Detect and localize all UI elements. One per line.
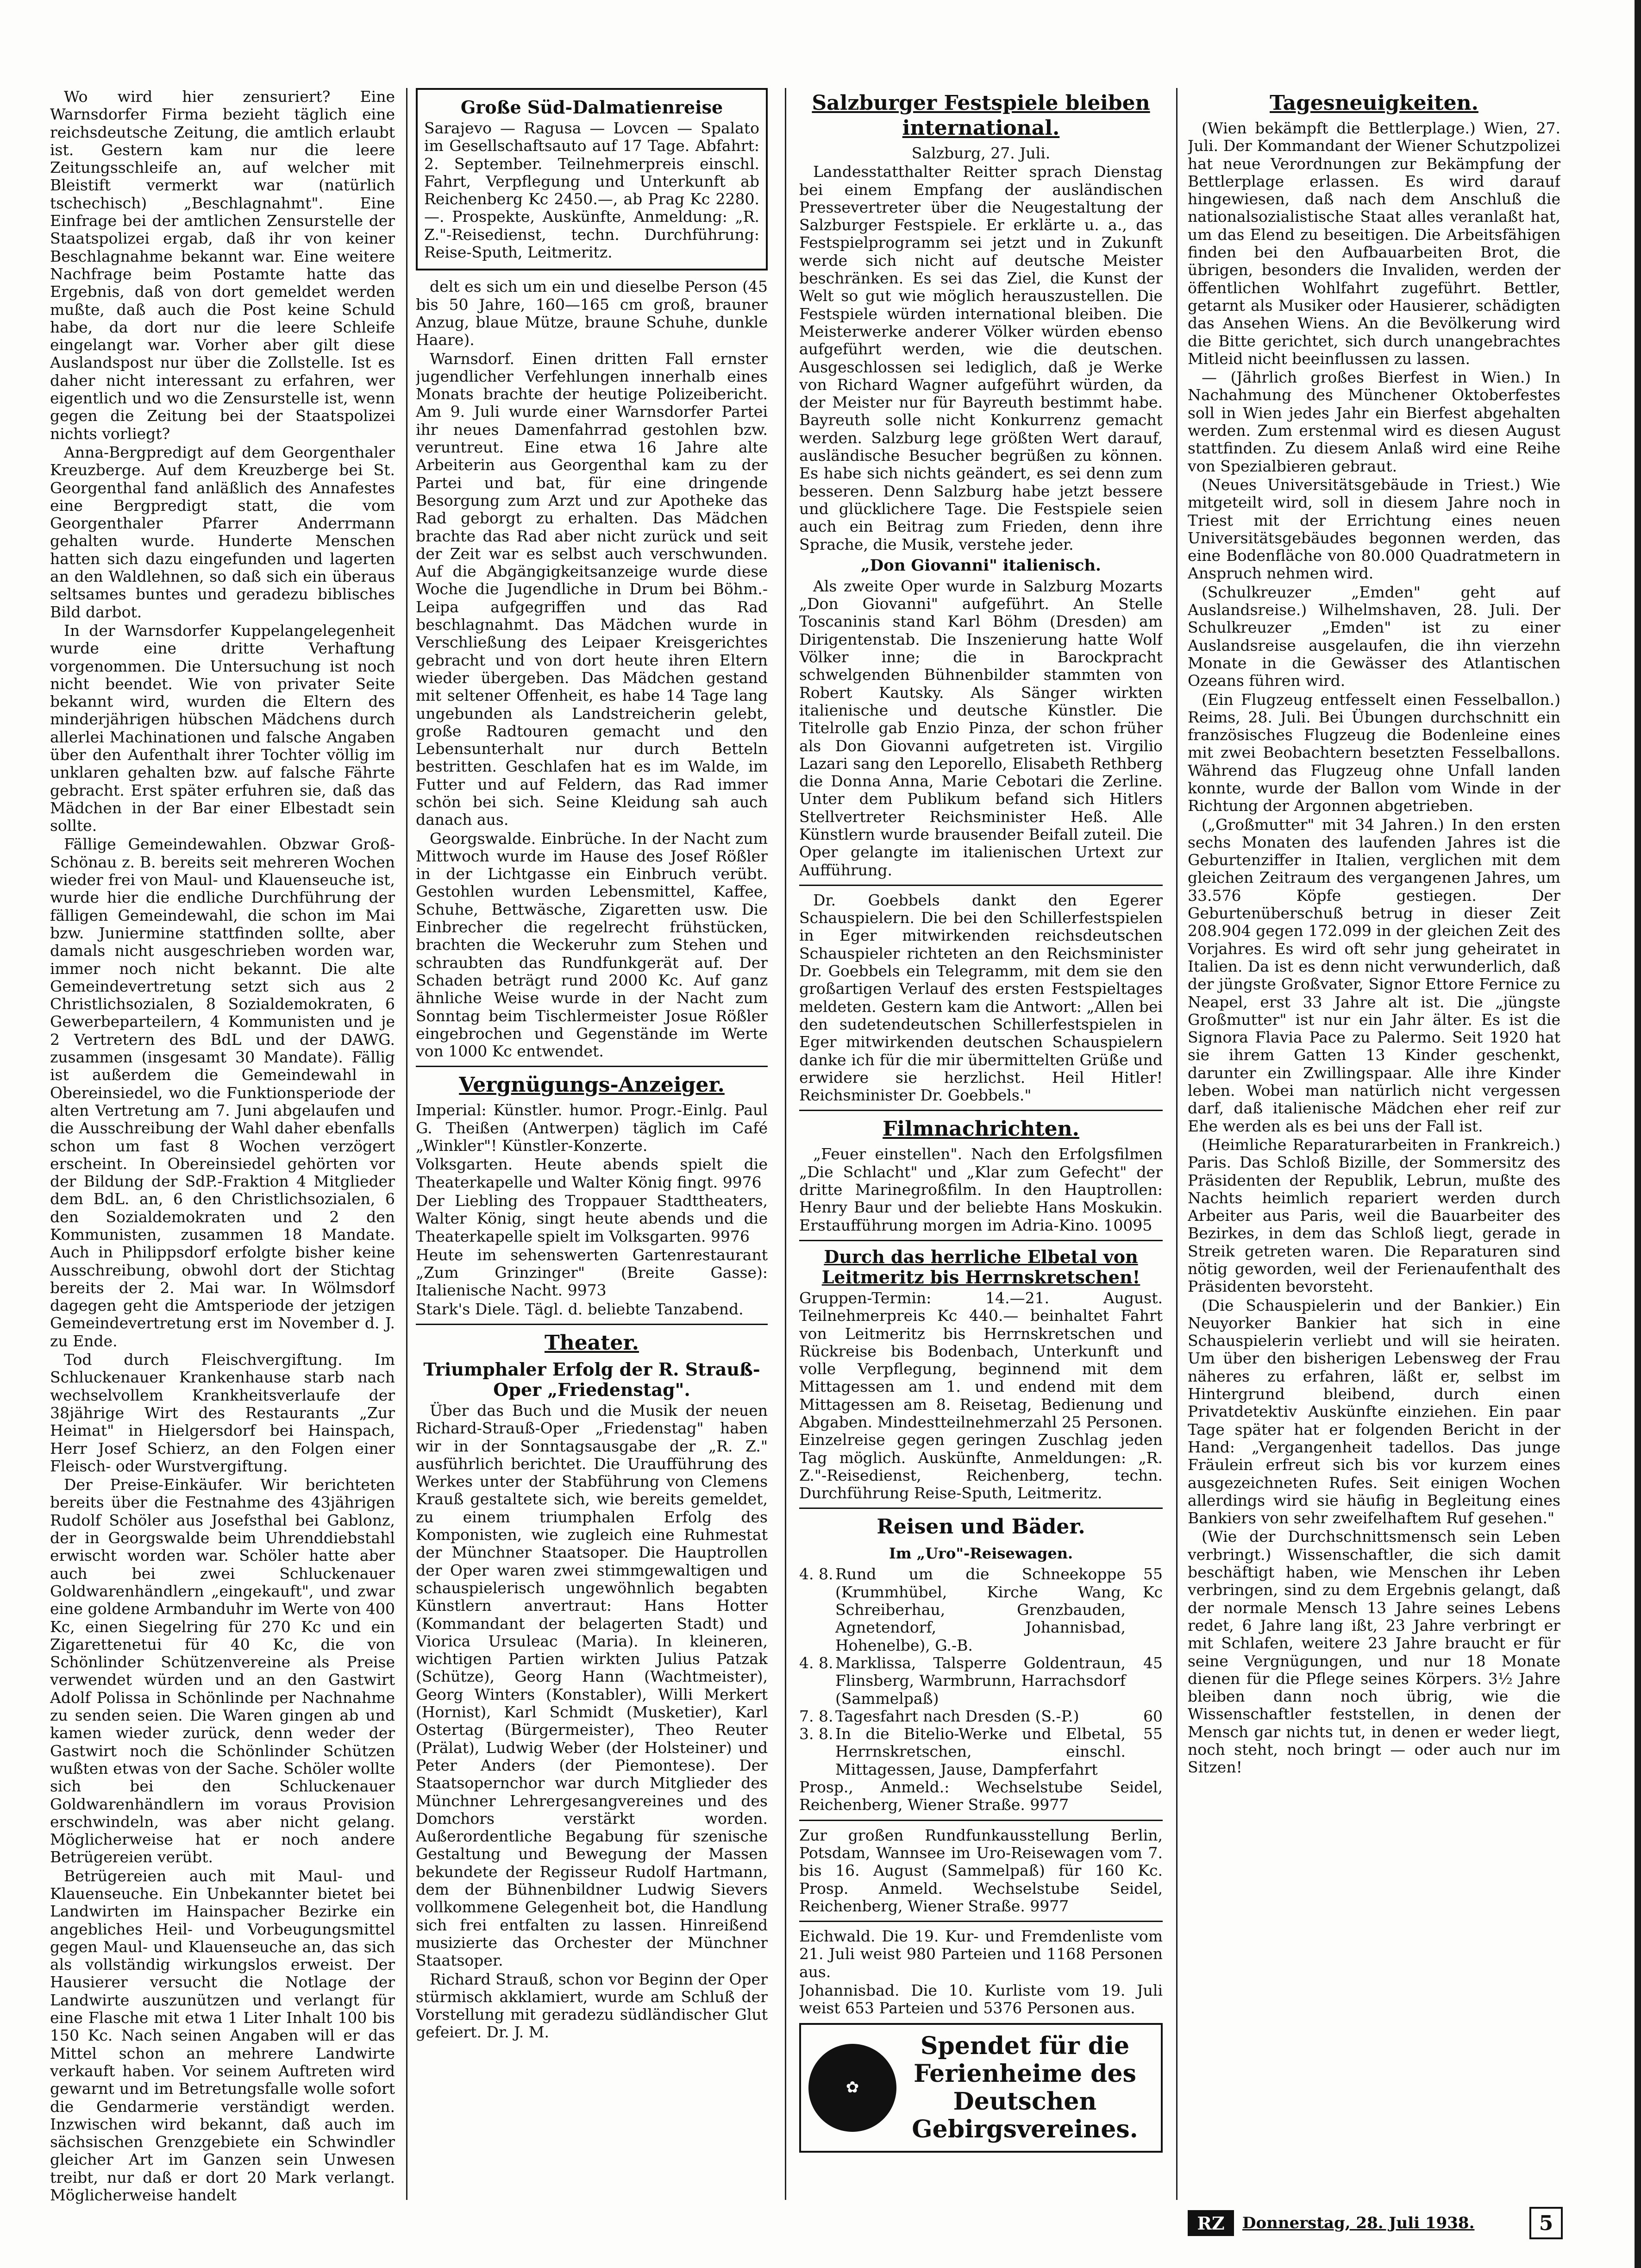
eichwald-note: Eichwald. Die 19. Kur- und Fremdenliste vom 21. Juli weist 980 Parteien und 1168 Personen aus. xyxy=(799,1927,1163,1981)
salzburg-dateline: Salzburg, 27. Juli. xyxy=(911,144,1051,162)
list-item: 3. 8. In die Bitelio-Werke und Elbetal, Herrnskretschen, einschl. Mittagessen, Jause, Dampferfahrt 55 xyxy=(799,1725,1163,1778)
article-klauenseuche: Betrügereien auch mit Maul- und Klauenseuche. Ein Unbekannter bietet bei Landwirten im Hainspacher Bezirke ein angebliches Heil- und Vorbeugungsmittel gegen Maul- und Klauenseuche an, das sich als vollständig wirkungslos erweist. Der Hausierer versucht die Notlage der Landwirte auszunützen und verlangt für eine Flasche mit etwa 1 Liter Inhalt 100 bis 150 Kc. Nach seinen Angaben will er das Mittel schon an mehrere Landwirte verkauft haben. Vor seinem Auftreten wird gewarnt und im Betretungsfalle wolle sofort die Gendarmerie verständigt werden. Inzwischen wird bekannt, daß auch im sächsischen Grenzgebiete ein Schwindler gleicher Art im Ganzen sein Unwesen treibt, nur daß er dort 20 Mark verlangt. Möglicherweise handelt xyxy=(50,1866,395,2205)
vergn-item: Der Liebling des Troppauer Stadttheaters, Walter König, singt heute abends und die Theaterkapelle spielt im Volksgarten. 9976 xyxy=(416,1191,768,1245)
divider xyxy=(416,1066,768,1067)
reisen-subheading: Im „Uro"-Reisewagen. xyxy=(889,1545,1073,1563)
article-reparatur: (Heimliche Reparaturarbeiten in Frankreich.) Paris. Das Schloß Bizille, der Sommersitz des Präsidenten der Republik, Lebrun, mußte des Nachts heimlich repariert werden durch Arbeiter aus Paris, weil die Bauarbeiter des Bezirkes, in dem das Schloß liegt, gerade in Streik getreten waren. Die Reparaturen sind nötig geworden, weil der Ferienaufenthalt des Präsidenten bevorsteht. xyxy=(1188,1135,1560,1296)
vergn-item: Stark's Diele. Tägl. d. beliebte Tanzabend. xyxy=(416,1300,744,1318)
article-film: „Feuer einstellen". Nach den Erfolgsfilmen „Die Schlacht" und „Klar zum Gefecht" der dritte Marinegroßfilm. In den Hauptrollen: Henry Baur und der beliebte Hans Moskukin. Erstaufführung morgen im Adria-Kino. 10095 xyxy=(799,1145,1163,1234)
page-number: 5 xyxy=(1529,2207,1563,2239)
dalmatien-text: Sarajevo — Ragusa — Lovcen — Spalato im Gesellschaftsauto auf 17 Tage. Abfahrt: 2. September. Teilnehmerpreis einschl. Fahrt, Verpflegung und Unterkunft ab Reichenberg Kc 2450.—, ab Prag Kc 2280.—. Prospekte, Auskünfte, Anmeldung: „R. Z."-Reisedienst, techn. Durchführung: Reise-Sputh, Leitmeritz. xyxy=(424,119,759,262)
vergn-item: Volksgarten. Heute abends spielt die Theaterkapelle und Walter König fingt. 9976 xyxy=(416,1155,768,1191)
article-warnsdorf: Warnsdorf. Einen dritten Fall ernster jugendlicher Verfehlungen innerhalb eines Monats brachte der heutige Polizeibericht. Am 9. Juli wurde einer Warnsdorfer Partei ihr neues Damenfahrrad gestohlen bzw. veruntreut. Eine etwa 16 Jahre alte Arbeiterin aus Georgenthal kam zu der Partei und bat, für eine dringende Besorgung zum Arzt und zur Apotheke das Rad geborgt zu erhalten. Das Mädchen brachte das Rad aber nicht zurück und seit der Zeit war es selbst auch verschwunden. Auf die Abgängigkeitsanzeige wurde diese Woche die Jugendliche in Drum bei Böhm.-Leipa aufgegriffen und das Rad beschlagnahmt. Das Mädchen wurde in Verschließung des Leipaer Kreisgerichtes gebracht und von dort heute ihren Eltern wieder übergeben. Das Mädchen gestand mit seltener Offenheit, es habe 14 Tage lang ungebunden als Landstreicherin gelebt, große Radtouren gemacht und den Lebensunterhalt nur durch Betteln bestritten. Geschlafen hat es im Walde, im Futter und auf Feldern, das Rad immer schön bei sich. Seine Kleidung sah auch danach aus. xyxy=(416,349,768,829)
column-4 xyxy=(1188,88,1560,1778)
column-rule xyxy=(406,88,407,2200)
newspaper-logo: RZ xyxy=(1188,2210,1234,2236)
vergn-item: Imperial: Künstler. humor. Progr.-Einlg. Paul G. Theißen (Antwerpen) täglich im Café „Winkler"! Künstler-Konzerte. xyxy=(416,1101,768,1155)
article-georgswalde: Georgswalde. Einbrüche. In der Nacht zum Mittwoch wurde im Hause des Josef Rößler in der Lichtgasse ein Einbruch verübt. Gestohlen wurden Lebensmittel, Kaffee, Schuhe, Bettwäsche, Zigaretten usw. Die Einbrecher die regelrecht frühstücken, brachten die Weckeruhr zum Stehen und schraubten das Rundfunkgerät auf. Der Schaden beträgt rund 2000 Kc. Auf ganz ähnliche Weise wurde in der Nacht zum Sonntag beim Tischlermeister Josue Rößler eingebrochen und Gegenstände im Werte von 1000 Kc entwendet. xyxy=(416,829,768,1061)
column-3 xyxy=(799,88,1163,2153)
gebirgsverein-ad xyxy=(799,2023,1163,2153)
divider xyxy=(799,1921,1163,1922)
column-rule xyxy=(1176,88,1178,2200)
page-footer xyxy=(1188,2209,1563,2237)
reisen-contact: Prosp., Anmeld.: Wechselstube Seidel, Reichenberg, Wiener Straße. 9977 xyxy=(799,1778,1163,1814)
theater-heading: Theater. xyxy=(544,1331,639,1355)
scan-edge xyxy=(1635,0,1641,2268)
dalmatien-ad xyxy=(416,88,768,270)
film-heading: Filmnachrichten. xyxy=(883,1117,1079,1141)
article-zensur: Wo wird hier zensuriert? Eine Warnsdorfer Firma bezieht täglich eine reichsdeutsche Zeitung, die amtlich erlaubt ist. Gestern kam nur die leere Zeitungsschleife an, auf welcher mit Bleistift vermerkt war (natürlich tschechisch) „Beschlagnahmt". Eine Einfrage bei der amtlichen Zensurstelle der Staatspolizei ergab, daß ihr von keiner Beschlagnahme bekannt war. Eine weitere Nachfrage beim Postamte hatte das Ergebnis, daß von dort gemeldet werden mußte, daß auch die Post keine Schuld habe, da dort nur die leere Schleife eingelangt war. Vorher aber gilt diese Auslandspost nur über die Zollstelle. Ist es daher nicht interessant zu erfahren, wer eigentlich und wo die Zensurstelle ist, wenn gegen die Zeitung bei der Staatspolizei nichts vorliegt? xyxy=(50,88,395,443)
divider xyxy=(799,1110,1163,1111)
list-item: 4. 8. Marklissa, Talsperre Goldentraun, Flinsberg, Warmbrunn, Harrachsdorf (Sammelpaß) 45 xyxy=(799,1653,1163,1708)
gebirgsverein-text: Spendet für die Ferienheime des Deutschen Gebirgsvereines. xyxy=(912,2031,1138,2143)
column-1 xyxy=(50,88,395,2205)
article-bergpredigt: Anna-Bergpredigt auf dem Georgenthaler Kreuzberge. Auf dem Kreuzberge bei St. Georgenthal fand anläßlich des Annafestes eine Bergpredigt statt, die vom Georgenthaler Pfarrer Anderrmann gehalten wurde. Hunderte Menschen hatten sich dazu eingefunden und lagerten an den Waldlehnen, so daß sich ein überaus seltsames buntes und geradezu biblisches Bild darbot. xyxy=(50,443,395,621)
article-friedenstag-end: Richard Strauß, schon vor Beginn der Oper stürmisch akklamiert, wurde am Schluß der Vorstellung mit geradezu südländischer Glut gefeiert. Dr. J. M. xyxy=(416,1970,768,2042)
article-fesselballon: (Ein Flugzeug entfesselt einen Fesselballon.) Reims, 28. Juli. Bei Übungen durchschnitt ein französisches Flugzeug die Bodenleine eines mit zwei Beobachtern besetzten Fesselballons. Während das Flugzeug ohne Unfall landen konnte, wurde der Ballon vom Winde in der Richtung der Argonnen abgetrieben. xyxy=(1188,690,1560,815)
theater-subheading: Triumphaler Erfolg der R. Strauß-Oper „Friedenstag". xyxy=(423,1359,760,1400)
berlin-ad: Zur großen Rundfunkausstellung Berlin, Potsdam, Wannsee im Uro-Reisewagen vom 7. bis 16. August (Sammelpaß) für 160 Kc. Prosp. Anmeld. Wechselstube Seidel, Reichenberg, Wiener Straße. 9977 xyxy=(799,1826,1163,1915)
salzburg-heading: Salzburger Festspiele bleiben international. xyxy=(812,91,1150,140)
divider xyxy=(799,1240,1163,1241)
issue-date: Donnerstag, 28. Juli 1938. xyxy=(1242,2214,1475,2232)
giovanni-heading: „Don Giovanni" italienisch. xyxy=(861,556,1101,575)
article-bierfest: — (Jährlich großes Bierfest in Wien.) In Nachahmung des Münchener Oktoberfestes soll in Wien jedes Jahr ein Bierfest abgehalten werden. Zum erstenmal wird es diesen August stattfinden. Zu diesem Anlaß wird eine Reihe von Spezialbieren gebraut. xyxy=(1188,368,1560,475)
column-rule xyxy=(785,88,786,2200)
article-durchschnittsmensch: (Wie der Durchschnittsmensch sein Leben verbringt.) Wissenschaftler, die sich damit beschäftigt haben, wie Menschen ihr Leben verbringen, sind zu dem Ergebnis gelangt, daß der normale Mensch 13 Jahre seines Lebens redet, 6 Jahre lang ißt, 23 Jahre verbringt er mit Schlafen, weitere 23 Jahre braucht er für seine Vergnügungen, und nur 18 Monate dienen für die Pflege seines Körpers. 3½ Jahre bleiben dann noch übrig, wie die Wissenschaftler feststellen, in denen der Mensch gar nichts tut, in denen er weder liegt, noch steht, noch bringt — oder auch nur im Sitzen! xyxy=(1188,1527,1560,1777)
article-universitaet: (Neues Universitätsgebäude in Triest.) Wie mitgeteilt wird, soll in diesem Jahre noch in Triest mit der Errichtung eines neuen Universitätsgebäudes begonnen werden, das eine Bodenfläche von 80.000 Quadratmetern in Anspruch nehmen wird. xyxy=(1188,475,1560,583)
article-person: delt es sich um ein und dieselbe Person (45 bis 50 Jahre, 160—165 cm groß, brauner Anzug, blaue Mütze, braune Schuhe, dunkle Haare). xyxy=(416,277,768,349)
article-fleischvergiftung: Tod durch Fleischvergiftung. Im Schluckenauer Krankenhause starb nach wechselvollem Krankheitsverlaufe der 38jährige Wirt des Restaurants „Zur Heimat" in Hielgersdorf bei Hainspach, Herr Josef Schierz, an den Folgen einer Fleisch- oder Wurstvergiftung. xyxy=(50,1351,395,1475)
column-2 xyxy=(416,88,768,2042)
divider xyxy=(416,1324,768,1325)
vergn-item: Heute im sehenswerten Gartenrestaurant „Zum Grinzinger" (Breite Gasse): Italienische Nacht. 9973 xyxy=(416,1245,768,1300)
article-gemeindewahlen: Fällige Gemeindewahlen. Obzwar Groß-Schönau z. B. bereits seit mehreren Wochen wieder frei von Maul- und Klauenseuche ist, wurde hier die endliche Durchführung der fälligen Gemeindewahl, die schon im Mai bzw. Juniermine stattfinden sollte, aber damals nicht ausgeschrieben worden war, immer noch nicht bekannt. Die alte Gemeindevertretung setzt sich aus 2 Christlichsozialen, 8 Sozialdemokraten, 6 Gewerbeparteilern, 4 Kommunisten und je 2 Vertretern des BdL und der DAWG. zusammen (insgesamt 30 Mandate). Fällig ist außerdem die Gemeindewahl in Obereinsiedel, wo die Funktionsperiode der alten Vertretung am 7. Juni abgelaufen und die Ausschreibung der Wahl daher ebenfalls schon um fast 8 Wochen verzögert erscheint. In Obereinsiedel gehörten vor der Bildung der SdP.-Fraktion 4 Mitglieder dem BdL. an, 6 den Christlichsozialen, 6 den Sozialdemokraten und 2 den Kommunisten, zusammen 18 Mandate. Auch in Philippsdorf erfolgte bisher keine Ausschreibung, obwohl dort der Stichtag bereits der 2. Mai war. In Wölmsdorf dagegen geht die Amtsperiode der jetzigen Gemeindevertretung erst im November d. J. zu Ende. xyxy=(50,835,395,1350)
article-giovanni: Als zweite Oper wurde in Salzburg Mozarts „Don Giovanni" aufgeführt. An Stelle Toscaninis stand Karl Böhm (Dresden) am Dirigentenstab. Die Inszenierung hatte Wolf Völker inne; die in Barockpracht schwelgenden Bühnenbilder stammten von Robert Kautsky. Als Sänger wirkten italienische und deutsche Künstler. Die Titelrolle gab Enzio Pinza, der schon früher als Don Giovanni aufgetreten ist. Virgilio Lazari sang den Leporello, Elisabeth Rethberg die Donna Anna, Marie Cebotari die Zerline. Unter dem Publikum befand sich Hitlers Stellvertreter Reichsminister Heß. Alle Künstlern wurde brausender Beifall zuteil. Die Oper gelangte im italienischen Urtext zur Aufführung. xyxy=(799,577,1163,879)
list-item: 7. 8. Tagesfahrt nach Dresden (S.-P.) 60 xyxy=(799,1707,1163,1725)
list-item: 4. 8. Rund um die Schneekoppe (Krummhübel, Kirche Wang, Schreiberhau, Grenzbauden, Agnetendorf, Johannisbad, Hohenelbe), G.-B. 55 Kc xyxy=(799,1565,1163,1654)
tagesneuigkeiten-heading: Tagesneuigkeiten. xyxy=(1270,91,1478,115)
article-emden: (Schulkreuzer „Emden" geht auf Auslandsreise.) Wilhelmshaven, 28. Juli. Der Schulkreuzer „Emden" ist zu einer Auslandsreise ausgelaufen, die ihn vierzehn Monate in die Gewässer des Atlantischen Ozeans führen wird. xyxy=(1188,583,1560,690)
vergnuegungs-heading: Vergnügungs-Anzeiger. xyxy=(459,1073,725,1097)
article-grossmutter: („Großmutter" mit 34 Jahren.) In den ersten sechs Monaten des laufenden Jahres ist die Geburtenziffer in Italien, verglichen mit dem gleichen Zeitraum des vergangenen Jahres, um 33.576 Köpfe gestiegen. Der Geburtenüberschuß betrug in dieser Zeit 208.904 gegen 172.099 in der gleichen Zeit des Vorjahres. Es wird oft sehr jung geheiratet in Italien. Da ist es denn nicht verwunderlich, daß der jüngste Großvater, Signor Ettore Fernice zu Neapel, erst 33 Jahre alt ist. Die „jüngste Großmutter" ist nur ein Jahr älter. Es ist die Signora Flavia Pace zu Palermo. Seit 1920 hat sie ihrem Gatten 13 Kinder geschenkt, darunter ein Zwillingspaar. Alle ihre Kinder leben. Wobei man natürlich nicht vergessen darf, daß italienische Mädchen eher reif zur Ehe werden als es bei uns der Fall ist. xyxy=(1188,815,1560,1135)
article-goebbels: Dr. Goebbels dankt den Egerer Schauspielern. Die bei den Schillerfestspielen in Eger mitwirkenden reichsdeutschen Schauspieler richteten an den Reichsminister Dr. Goebbels ein Telegramm, mit dem sie den großartigen Verlauf des ersten Festspieltages meldeten. Gestern kam die Antwort: „Allen bei den sudetendeutschen Schillerfestspielen in Eger mitwirkenden deutschen Schauspielern danke ich für die mir übermittelten Grüße und erwidere sie herzlichst. Heil Hitler! Reichsminister Dr. Goebbels." xyxy=(799,891,1163,1105)
edelweiss-emblem-icon: ✿ xyxy=(808,2044,896,2132)
article-schauspielerin: (Die Schauspielerin und der Bankier.) Ein Neuyorker Bankier hat sich in eine Schauspielerin verliebt und will sie heiraten. Um über den bisherigen Lebensweg der Frau näheres zu erfahren, läßt er, selbst im Hintergrund bleibend, durch einen Privatdetektiv Auskünfte einziehen. Ein paar Tage später hat er folgenden Bericht in der Hand: „Vergangenheit tadellos. Das junge Fräulein erfreut sich bis vor kurzem eines ausgezeichneten Rufes. Seit einigen Wochen allerdings wird sie häufig in Begleitung eines Bankiers von sehr zweifelhaftem Ruf gesehen." xyxy=(1188,1296,1560,1527)
article-salzburg: Landesstatthalter Reitter sprach Dienstag bei einem Empfang der ausländischen Pressevertreter über die Neugestaltung der Salzburger Festspiele. Er erklärte u. a., das Festspielprogramm sei jetzt und in Zukunft werde sich nicht auf deutsche Meister beschränken. Es sei das Ziel, die Kunst der Welt so gut wie möglich herauszustellen. Die Festspiele würden international bleiben. Die Meisterwerke anderer Völker würden ebenso aufgeführt werden, wie die deutschen. Ausgeschlossen sei lediglich, daß je Werke von Richard Wagner aufgeführt würden, da der Meister nur für Bayreuth bestimmt habe. Bayreuth solle nicht Konkurrenz gemacht werden. Salzburg lege größten Wert darauf, ausländische Besucher begrüßen zu können. Es habe sich nichts geändert, es sei denn zum besseren. Denn Salzburg habe jetzt bessere und glücklichere Tage. Die Festspiele seien auch ein Beitrag zum Frieden, denn ihre Sprache, die Musik, verstehe jeder. xyxy=(799,163,1163,553)
article-bettlerplage: (Wien bekämpft die Bettlerplage.) Wien, 27. Juli. Der Kommandant der Wiener Schutzpolizei hat neue Verordnungen zur Bekämpfung der Bettlerplage erlassen. Es wird darauf hingewiesen, daß nach dem Anschluß die nationalsozialistische Staat alles veranlaßt hat, um das Elend zu beseitigen. Die Arbeitsfähigen finden bei den Aufbauarbeiten Brot, die übrigen, besonders die Invaliden, werden der öffentlichen Wohlfahrt zugeführt. Bettler, getarnt als Musiker oder Hausierer, schädigten das Ansehen Wiens. An die Bevölkerung wird die Bitte gerichtet, sich durch unangebrachtes Mitleid nicht beeinflussen zu lassen. xyxy=(1188,119,1560,368)
divider xyxy=(799,1508,1163,1509)
article-kuppel: In der Warnsdorfer Kuppelangelegenheit wurde eine dritte Verhaftung vorgenommen. Die Untersuchung ist noch nicht beendet. Wie von privater Seite bekannt wird, wurden die Eltern des minderjährigen hübschen Mädchens durch allerlei Machinationen und falsche Angaben über den Aufenthalt ihrer Tochter völlig im unklaren gehalten bzw. auf falsche Fährte gebracht. Erst später erfuhren sie, daß das Mädchen in der Bar einer Elbestadt sein sollte. xyxy=(50,621,395,835)
johannisbad-note: Johannisbad. Die 10. Kurliste vom 19. Juli weist 653 Parteien und 5376 Personen aus. xyxy=(799,1981,1163,2017)
elbtal-heading: Durch das herrliche Elbetal von Leitmeritz bis Herrnskretschen! xyxy=(821,1246,1140,1288)
article-preise-einkaeufer: Der Preise-Einkäufer. Wir berichteten bereits über die Festnahme des 43jährigen Rudolf Schöler aus Josefsthal bei Gablonz, der in Georgswalde beim Uhrenddiebstahl erwischt worden war. Schöler hatte aber auch bei zwei Schluckenauer Goldwarenhändlern „eingekauft", und zwar eine goldene Armbanduhr im Werte von 400 Kc, einen Siegelring für 270 Kc und ein Zigarettenetui für 40 Kc, die von Schönlinder Schützenvereine als Preise verwendet würden und an den Gastwirt Adolf Polissa in Schönlinde per Nachnahme zu senden seien. Die Waren gingen ab und kamen wieder zurück, denn weder der Gastwirt noch die Schönlinder Schützen wußten etwas von der Sache. Schöler wollte sich bei den Schluckenauer Goldwarenhändlern im voraus Provision erschwindeln, was aber nicht gelang. Möglicherweise hat er noch andere Betrügereien verübt. xyxy=(50,1476,395,1866)
elbtal-text: Gruppen-Termin: 14.—21. August. Teilnehmerpreis Kc 440.— beinhaltet Fahrt von Leitmeritz bis Herrnskretschen und Rückreise bis Bodenbach, Unterkunft und volle Verpflegung, beginnend mit dem Mittagessen am 1. und endend mit dem Mittagessen am 8. Reisetag, Bedienung und Abgaben. Mindestteilnehmerzahl 25 Personen. Einzelreise gegen geringen Zuschlag jeden Tag möglich. Auskünfte, Anmeldungen: „R. Z."-Reisedienst, Reichenberg, techn. Durchführung Reise-Sputh, Leitmeritz. xyxy=(799,1288,1163,1502)
divider xyxy=(799,1820,1163,1821)
reisen-heading: Reisen und Bäder. xyxy=(877,1515,1085,1539)
article-friedenstag: Über das Buch und die Musik der neuen Richard-Strauß-Oper „Friedenstag" haben wir in der Sonntagsausgabe der „R. Z." ausführlich berichtet. Die Uraufführung des Werkes unter der Stabführung von Clemens Krauß gestaltete sich, wie bereits gemeldet, zu einem triumphalen Erfolg des Komponisten, wie zugleich eine Ruhmestat der Münchner Staatsoper. Die Hauptrollen der Oper waren zwei stimmgewaltigen und schauspielerisch ungewöhnlich begabten Künstlern anvertraut: Hans Hotter (Kommandant der belagerten Stadt) und Viorica Ursuleac (Maria). In kleineren, wichtigen Partien wirkten Julius Patzak (Schütze), Georg Hann (Wachtmeister), Georg Winters (Konstabler), Willi Merkert (Hornist), Karl Schmidt (Musketier), Karl Ostertag (Bürgermeister), Theo Reuter (Prälat), Ludwig Weber (der Holsteiner) und Peter Anders (der Piemontese). Der Staatsopernchor war durch Mitglieder des Münchner Lehrergesangvereines und des Domchors verstärkt worden. Außerordentliche Begabung für szenische Gestaltung und Bewegung der Massen bekundete der Regisseur Rudolf Hartmann, dem der Bühnenbildner Ludwig Sievers vollkommene Gelegenheit bot, die Handlung sich frei entfalten zu lassen. Hinreißend musizierte das Orchester der Münchner Staatsoper. xyxy=(416,1401,768,1970)
divider xyxy=(799,885,1163,886)
dalmatien-title: Große Süd-Dalmatienreise xyxy=(460,97,723,118)
